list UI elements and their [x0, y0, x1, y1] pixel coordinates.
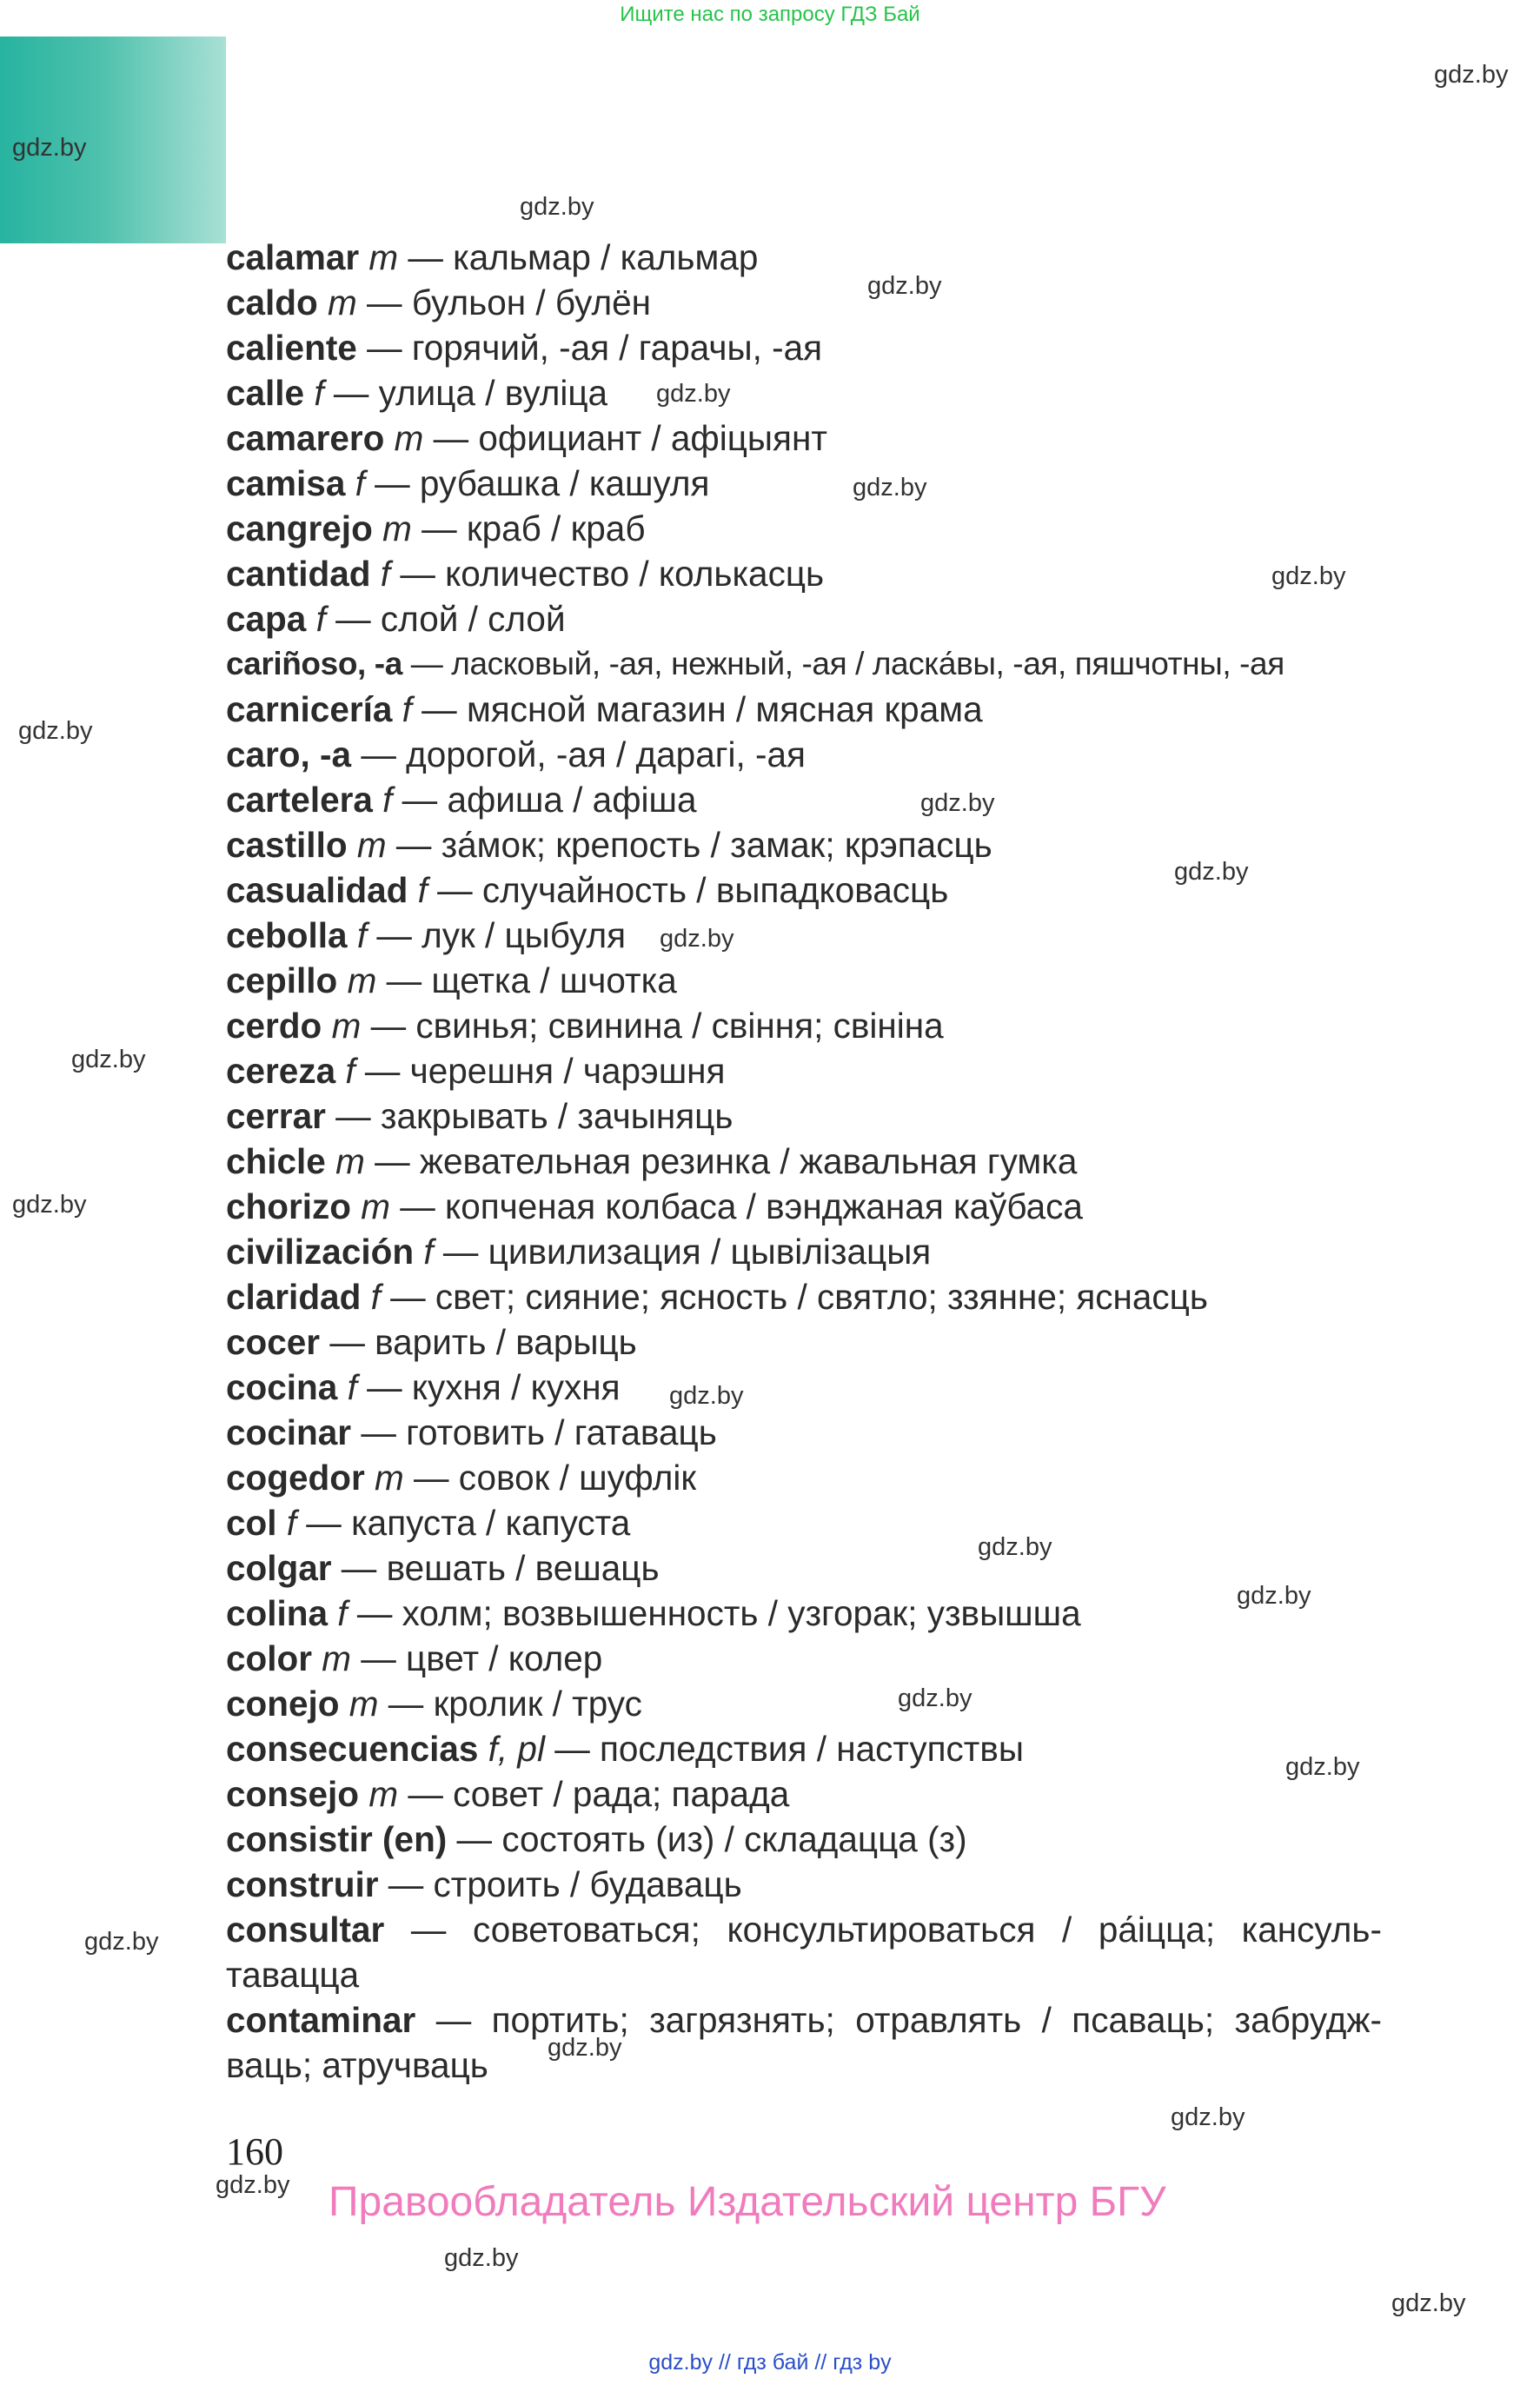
entry-dash: — [423, 418, 479, 458]
footer-links[interactable]: gdz.by // гдз бай // гдз by [648, 2350, 892, 2375]
entry-grammar-label: f [347, 1367, 357, 1407]
entry-headword: camarero [226, 418, 385, 458]
entry-translation: официант / афіцыянт [478, 418, 827, 458]
watermark: gdz.by [520, 193, 594, 221]
entry-headword: carnicería [226, 689, 393, 729]
dictionary-entry [226, 732, 1382, 777]
entry-translation: случайность / выпадковасць [481, 870, 949, 910]
dictionary-entry [226, 280, 1382, 325]
entry-headword: cariñoso, -a [226, 646, 402, 681]
entry-translation: холм; возвышенность / узгорак; узвышша [402, 1593, 1081, 1633]
entry-headword: castillo [226, 825, 348, 865]
dictionary-entry [226, 1229, 1382, 1274]
dictionary-entry [226, 1862, 1382, 1907]
dictionary-entry [226, 325, 1382, 370]
entry-translation: улица / вуліца [378, 373, 608, 413]
entry-headword: capa [226, 599, 307, 639]
dictionary-entry [226, 1997, 1382, 2088]
entry-grammar-label: m [375, 1458, 404, 1498]
entry-grammar-label: f [417, 870, 428, 910]
watermark: gdz.by [12, 1191, 87, 1219]
watermark: gdz.by [1434, 61, 1509, 89]
entry-translation: свинья; свинина / свіння; свініна [415, 1006, 944, 1046]
entry-translation: краб / краб [466, 508, 646, 548]
entry-grammar-label: m [368, 1774, 399, 1814]
entry-dash: — [378, 1684, 434, 1724]
dictionary-entry [226, 1048, 1382, 1093]
watermark: gdz.by [1285, 1753, 1360, 1781]
entry-dash: — [356, 282, 412, 322]
entry-headword: cogedor [226, 1458, 365, 1498]
entry-dash: — [364, 1141, 420, 1181]
entry-translation: количество / колькасць [445, 554, 825, 594]
entry-grammar-label: f [286, 1503, 297, 1543]
entry-grammar-label: m [322, 1638, 352, 1678]
dictionary-entry [226, 235, 1382, 280]
entry-headword: cartelera [226, 780, 373, 820]
dictionary-entry [226, 1003, 1382, 1048]
entry-dash: — [351, 734, 407, 774]
entry-dash: — [427, 870, 482, 910]
dictionary-entry [226, 506, 1382, 551]
entry-translation: копченая колбаса / вэнджаная каўбаса [445, 1186, 1083, 1226]
entry-grammar-label: f [402, 689, 412, 729]
entry-translation: строить / будаваць [433, 1864, 742, 1904]
entry-headword: colina [226, 1593, 329, 1633]
entry-grammar-label: f [356, 915, 368, 955]
dictionary-entry [226, 1681, 1382, 1726]
entry-headword: color [226, 1638, 313, 1678]
dictionary-entry [226, 461, 1382, 506]
entry-headword: cocer [226, 1322, 321, 1362]
entry-translation: мясной магазин / мясная крама [466, 689, 983, 729]
dictionary-entry [226, 1726, 1382, 1771]
entry-translation: за́мок; крепость / замак; крэпасць [441, 825, 992, 865]
entry-grammar-label: f [355, 463, 365, 503]
entry-translation: свет; сияние; ясность / святло; ззянне; яснасць [435, 1277, 1208, 1317]
entry-dash: — [411, 508, 467, 548]
entry-headword: cereza [226, 1051, 336, 1091]
dictionary-entry [226, 867, 1382, 913]
entry-grammar-label: m [361, 1186, 391, 1226]
entry-dash: — [447, 1819, 502, 1859]
entry-grammar-label: m [382, 508, 412, 548]
entry-grammar-label: f [423, 1232, 434, 1272]
entry-dash: — [376, 960, 432, 1000]
watermark: gdz.by [18, 717, 93, 745]
watermark: gdz.by [548, 2034, 622, 2062]
copyright-notice: Правообладатель Издательский центр БГУ [329, 2179, 1166, 2225]
entry-grammar-label: m [356, 825, 387, 865]
entry-headword: calamar [226, 237, 360, 277]
dictionary-entry [226, 1907, 1382, 1997]
dictionary-entry [226, 822, 1382, 867]
entry-translation: лук / цыбуля [422, 915, 627, 955]
entry-translation: рубашка / кашуля [419, 463, 710, 503]
entry-translation: готовить / гатаваць [406, 1412, 717, 1452]
dictionary-entry [226, 687, 1382, 732]
dictionary-entry [226, 1093, 1382, 1139]
entry-headword: civilización [226, 1232, 415, 1272]
entry-translation: закрывать / зачыняць [380, 1096, 733, 1136]
top-search-banner: Ищите нас по запросу ГДЗ Бай [620, 3, 920, 26]
dictionary-entry [226, 1545, 1382, 1591]
entry-grammar-label: f [314, 373, 324, 413]
dictionary-entry-list [226, 235, 1382, 2088]
dictionary-entry [226, 913, 1382, 958]
entry-translation: варить / варыць [375, 1322, 637, 1362]
entry-translation: черешня / чарэшня [409, 1051, 726, 1091]
watermark: gdz.by [978, 1533, 1052, 1561]
entry-translation: последствия / наступствы [599, 1729, 1024, 1769]
entry-translation: состоять (из) / складацца (з) [501, 1819, 967, 1859]
dictionary-entry [226, 1365, 1382, 1410]
watermark: gdz.by [867, 272, 942, 300]
entry-headword: cepillo [226, 960, 338, 1000]
entry-dash: — [351, 1412, 407, 1452]
entry-dash: — [392, 780, 448, 820]
dictionary-entry [226, 1636, 1382, 1681]
entry-dash: — [544, 1729, 600, 1769]
entry-translation: совет / рада; парада [453, 1774, 790, 1814]
entry-translation: кухня / кухня [411, 1367, 621, 1407]
entry-grammar-label: m [331, 1006, 362, 1046]
entry-dash: — [380, 1277, 435, 1317]
entry-headword: caro, -a [226, 734, 352, 774]
entry-dash: — [356, 1367, 412, 1407]
entry-headword: conejo [226, 1684, 340, 1724]
entry-grammar-label: f [337, 1593, 348, 1633]
dictionary-entry [226, 641, 1382, 687]
entry-dash: — [351, 1638, 407, 1678]
entry-grammar-label: f [315, 599, 326, 639]
entry-dash: — [325, 1096, 381, 1136]
watermark: gdz.by [1271, 562, 1346, 590]
entry-translation: слой / слой [380, 599, 566, 639]
entry-grammar-label: m [368, 237, 399, 277]
entry-grammar-label: f, pl [488, 1729, 545, 1769]
dictionary-entry [226, 415, 1382, 461]
entry-translation: капуста / капуста [351, 1503, 631, 1543]
entry-translation: кролик / трус [433, 1684, 642, 1724]
entry-headword: casualidad [226, 870, 408, 910]
dictionary-entry [226, 1184, 1382, 1229]
entry-dash: — [355, 1051, 410, 1091]
entry-dash: — [325, 599, 381, 639]
entry-dash: — [390, 1186, 446, 1226]
entry-dash: — [411, 689, 467, 729]
entry-grammar-label: f [380, 554, 391, 594]
dictionary-entry [226, 1817, 1382, 1862]
entry-dash: — [367, 915, 422, 955]
entry-headword: caliente [226, 328, 357, 368]
watermark: gdz.by [898, 1684, 972, 1712]
entry-headword: chicle [226, 1141, 326, 1181]
entry-headword: chorizo [226, 1186, 352, 1226]
entry-dash: — [384, 1910, 473, 1950]
entry-headword: caldo [226, 282, 318, 322]
entry-translation: цивилизация / цывілізацыя [488, 1232, 932, 1272]
watermark: gdz.by [12, 134, 87, 162]
dictionary-entry [226, 1771, 1382, 1817]
entry-dash: — [356, 328, 412, 368]
dictionary-entry [226, 370, 1382, 415]
entry-headword: colgar [226, 1548, 332, 1588]
entry-dash: — [323, 373, 379, 413]
entry-headword: consejo [226, 1774, 360, 1814]
watermark: gdz.by [444, 2244, 519, 2272]
entry-translation: дорогой, -ая / дарагі, -ая [406, 734, 806, 774]
entry-headword: cantidad [226, 554, 371, 594]
entry-translation: вешать / вешаць [386, 1548, 660, 1588]
watermark: gdz.by [1171, 2103, 1245, 2131]
entry-translation: цвет / колер [406, 1638, 603, 1678]
entry-headword: col [226, 1503, 277, 1543]
entry-dash: — [403, 1458, 459, 1498]
entry-dash: — [433, 1232, 488, 1272]
watermark: gdz.by [669, 1382, 744, 1410]
entry-headword: consistir (en) [226, 1819, 448, 1859]
entry-grammar-label: f [370, 1277, 381, 1317]
watermark: gdz.by [1174, 858, 1249, 886]
entry-dash: — [415, 2000, 492, 2040]
entry-headword: cangrejo [226, 508, 373, 548]
entry-translation: жевательная резинка / жавальная гумка [419, 1141, 1078, 1181]
dictionary-entry [226, 1455, 1382, 1500]
watermark: gdz.by [84, 1928, 159, 1956]
entry-headword: construir [226, 1864, 379, 1904]
entry-grammar-label: m [348, 1684, 379, 1724]
dictionary-entry [226, 777, 1382, 822]
entry-grammar-label: m [394, 418, 424, 458]
entry-headword: cocina [226, 1367, 338, 1407]
watermark: gdz.by [853, 474, 927, 502]
dictionary-entry [226, 1500, 1382, 1545]
dictionary-entry [226, 958, 1382, 1003]
entry-translation: афиша / афіша [447, 780, 697, 820]
entry-headword: consultar [226, 1910, 385, 1950]
entry-grammar-label: f [345, 1051, 355, 1091]
entry-grammar-label: m [335, 1141, 365, 1181]
entry-headword: claridad [226, 1277, 362, 1317]
dictionary-entry [226, 1139, 1382, 1184]
watermark: gdz.by [216, 2171, 290, 2199]
dictionary-entry [226, 1274, 1382, 1319]
entry-dash: — [386, 825, 441, 865]
entry-grammar-label: m [328, 282, 357, 322]
entry-translation: щетка / шчотка [431, 960, 677, 1000]
entry-grammar-label: m [347, 960, 377, 1000]
watermark: gdz.by [71, 1046, 146, 1073]
entry-headword: cerdo [226, 1006, 322, 1046]
entry-dash: — [398, 1774, 454, 1814]
dictionary-entry [226, 1319, 1382, 1365]
entry-headword: cerrar [226, 1096, 326, 1136]
entry-headword: contaminar [226, 2000, 416, 2040]
entry-dash: — [331, 1548, 387, 1588]
entry-dash: — [347, 1593, 402, 1633]
dictionary-entry [226, 596, 1382, 641]
entry-dash: — [378, 1864, 434, 1904]
watermark: gdz.by [1237, 1582, 1311, 1610]
entry-translation: совок / шуфлік [458, 1458, 697, 1498]
watermark: gdz.by [660, 925, 734, 953]
entry-dash: — [402, 646, 452, 681]
dictionary-entry [226, 1410, 1382, 1455]
dictionary-entry [226, 1591, 1382, 1636]
entry-headword: cebolla [226, 915, 348, 955]
entry-translation: кальмар / кальмар [453, 237, 759, 277]
entry-dash: — [296, 1503, 352, 1543]
entry-dash: — [364, 463, 420, 503]
entry-translation: горячий, -ая / гарачы, -ая [411, 328, 823, 368]
entry-translation: бульон / булён [411, 282, 652, 322]
entry-dash: — [361, 1006, 416, 1046]
entry-headword: cocinar [226, 1412, 352, 1452]
entry-headword: camisa [226, 463, 346, 503]
entry-headword: calle [226, 373, 305, 413]
page-number: 160 [226, 2130, 283, 2173]
entry-dash: — [320, 1322, 375, 1362]
entry-dash: — [398, 237, 454, 277]
entry-translation: портить; загрязнять; отравлять / псаваць; забрудж-ваць; атручваць [226, 2000, 1382, 2085]
watermark: gdz.by [1391, 2289, 1466, 2317]
entry-translation: ласковый, -ая, нежный, -ая / ласка́вы, -ая, пяшчотны, -ая [451, 646, 1284, 681]
entry-translation: советоваться; консультироваться / ра́іцца; кансуль-таваццa [226, 1910, 1382, 1995]
entry-dash: — [390, 554, 446, 594]
entry-headword: consecuencias [226, 1729, 479, 1769]
watermark: gdz.by [656, 380, 731, 408]
entry-grammar-label: f [382, 780, 393, 820]
watermark: gdz.by [920, 789, 995, 817]
dictionary-entry [226, 551, 1382, 596]
